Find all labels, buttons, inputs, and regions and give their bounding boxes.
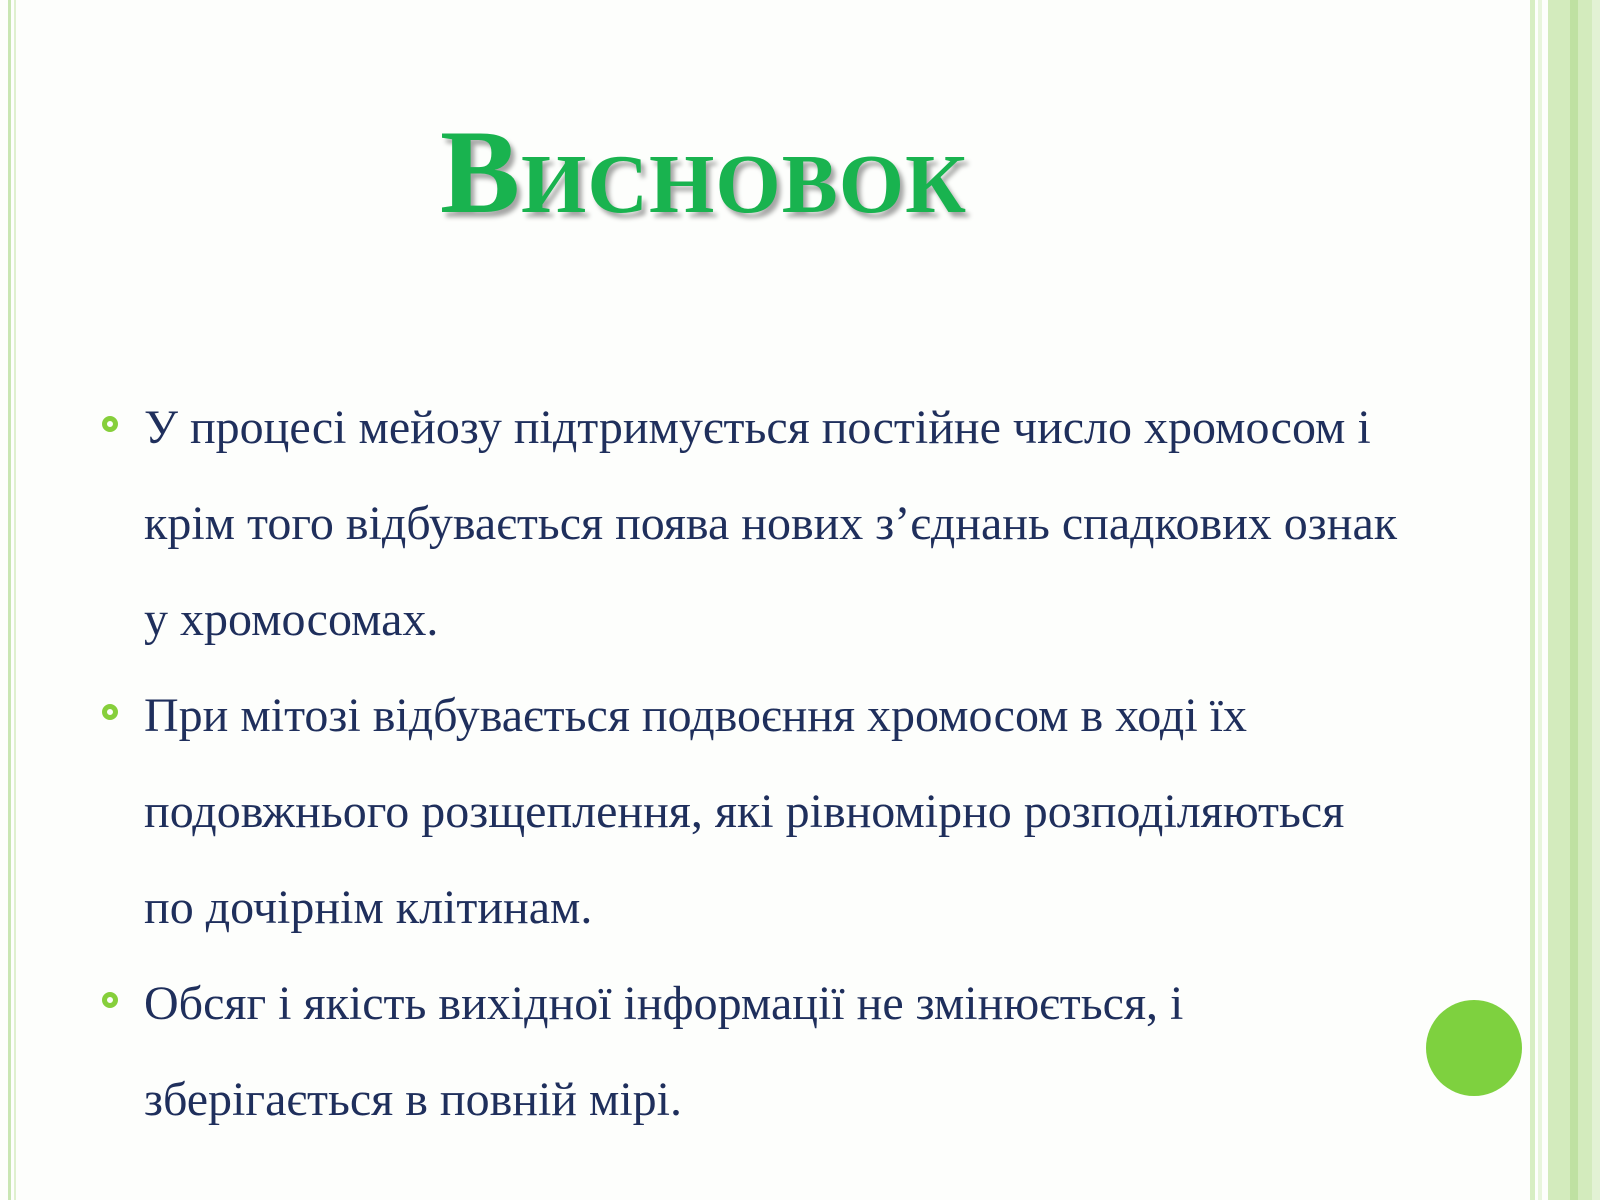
bullet-item xyxy=(100,380,1400,668)
stripe xyxy=(1548,0,1570,1200)
left-border-line-inner xyxy=(14,0,16,1200)
bullet-text: При мітозі відбувається подвоєння хромосом в ході їх подовжнього розщеплення, які рівномірно розподіляються по дочірнім клітинам. xyxy=(144,689,1345,934)
left-border-line xyxy=(8,0,11,1200)
bullet-list xyxy=(100,380,1400,1148)
bullet-text: Обсяг і якість вихідної інформації не змінюється, і зберігається в повній мірі. xyxy=(144,977,1184,1126)
bullet-item xyxy=(100,956,1400,1148)
ring-bullet-icon xyxy=(102,416,118,432)
stripe xyxy=(1570,0,1578,1200)
ring-bullet-icon xyxy=(102,992,118,1008)
slide-title: Висновок xyxy=(440,105,967,238)
bullet-text: У процесі мейозу підтримується постійне число хромосом і крім того відбувається поява нових з’єднань спадкових ознак у хромосомах. xyxy=(144,401,1398,646)
decorative-green-circle xyxy=(1426,1000,1522,1096)
stripe xyxy=(1592,0,1600,1200)
stripe xyxy=(1530,0,1535,1200)
right-decorative-stripes xyxy=(1530,0,1600,1200)
bullet-item xyxy=(100,668,1400,956)
stripe xyxy=(1538,0,1542,1200)
ring-bullet-icon xyxy=(102,704,118,720)
stripe xyxy=(1578,0,1592,1200)
